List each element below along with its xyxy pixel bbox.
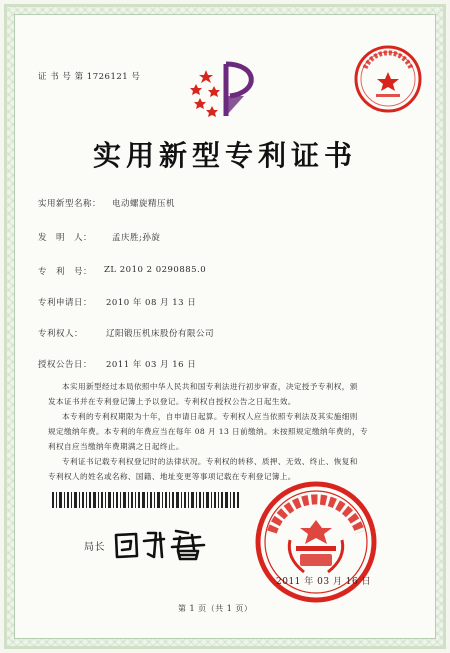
utility-model-name-value: 电动螺旋精压机 [112,199,176,209]
body-paragraph-line: 利权自应当缴纳年费期满之日起终止。 [48,442,184,451]
director-label: 局长 [84,542,105,553]
seal-date: 2011 年 03 月 16 日 [276,577,372,587]
body-paragraph-line: 本专利的专利权期限为十年，自申请日起算。专利权人应当依照专利法及其实施细则 [62,412,358,421]
patent-number-label: 专 利 号： [38,267,93,277]
inventor-value: 孟庆胜;孙旋 [112,233,161,243]
body-paragraph-line: 本实用新型经过本局依照中华人民共和国专利法进行初步审查，决定授予专利权，颁 [62,382,358,391]
grant-date-value: 2011 年 03 月 16 日 [106,360,197,370]
body-paragraph-line: 专利证书记载专利权登记时的法律状况。专利权的转移、质押、无效、终止、恢复和 [62,457,358,466]
body-paragraph-line: 规定缴纳年费。本专利的年费应当在每年 08 月 13 日前缴纳。未按照规定缴纳年费的，专 [48,427,368,436]
body-paragraph-line: 专利权人的姓名或名称、国籍、地址变更等事项记载在专利登记簿上。 [48,472,296,481]
patentee-value: 辽阳锻压机床股份有限公司 [106,329,215,339]
certificate-number: 证 书 号 第 1726121 号 [38,72,141,82]
filing-date-label: 专利申请日： [38,298,93,308]
inventor-label: 发 明 人： [38,233,93,243]
certificate-title: 实用新型专利证书 [92,139,357,172]
page-number: 第 1 页（共 1 页） [178,604,253,613]
filing-date-value: 2010 年 08 月 13 日 [106,298,197,308]
director-signature [110,527,220,561]
barcode [52,492,240,508]
grant-date-label: 授权公告日： [38,360,93,370]
agency-seal-icon [353,44,423,114]
patent-number-value: ZL 2010 2 0290885.0 [104,265,207,275]
body-paragraph-line: 发本证书并在专利登记簿上予以登记。专利权自授权公告之日起生效。 [48,397,296,406]
patentee-label: 专利权人： [38,329,84,339]
utility-model-name-label: 实用新型名称： [38,199,102,209]
sipo-emblem-icon [186,58,264,120]
